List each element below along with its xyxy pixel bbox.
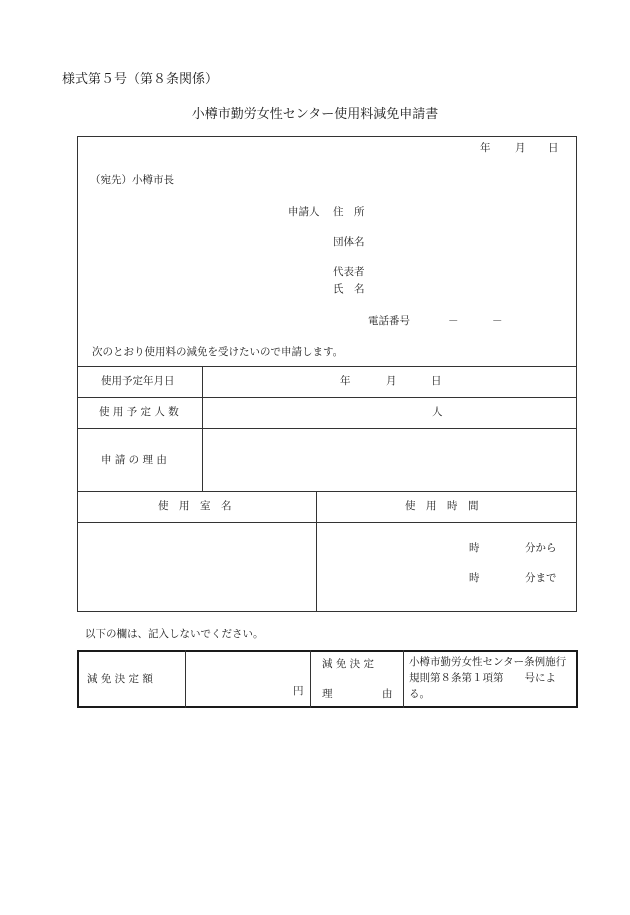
form-number: 様式第５号（第８条関係） [62, 72, 219, 87]
application-statement: 次のとおり使用料の減免を受けたいので申請します。 [92, 346, 344, 358]
scheduled-day: 日 [431, 375, 442, 387]
time-from-minute: 分から [525, 542, 557, 554]
regulation-text: 小樽市勤労女性センター条例施行規則第８条第１項第 号による。 [409, 656, 567, 700]
time-to-hour: 時 [469, 572, 480, 584]
form-title: 小樽市勤労女性センター使用料減免申請書 [191, 107, 439, 122]
phone-separator: － [448, 315, 459, 327]
application-form [77, 136, 577, 612]
representative-name-label: 氏 名 [333, 283, 365, 295]
usage-time-header: 使 用 時 間 [405, 500, 479, 512]
applicant-label: 申請人 [288, 206, 320, 218]
reason-label: 申 請 の 理 由 [101, 454, 167, 466]
yen-unit: 円 [293, 685, 304, 697]
date-month-label: 月 [515, 142, 526, 154]
scheduled-month: 月 [386, 375, 397, 387]
addressee: （宛先）小樽市長 [90, 174, 174, 186]
room-name-header: 使 用 室 名 [158, 500, 232, 512]
scheduled-people-label: 使 用 予 定 人 数 [99, 406, 179, 418]
exemption-amount-label: 減 免 決 定 額 [87, 673, 153, 685]
office-use-note: 以下の欄は、記入しないでください。 [85, 628, 264, 640]
reason-label-char-2: 由 [382, 688, 393, 700]
scheduled-date-label: 使用予定年月日 [101, 375, 175, 387]
representative-label: 代表者 [333, 266, 365, 278]
address-label: 住 所 [333, 206, 365, 218]
phone-label: 電話番号 [368, 315, 410, 327]
exemption-decision-label: 減 免 決 定 [322, 658, 375, 670]
date-year-label: 年 [480, 142, 491, 154]
date-day-label: 日 [548, 142, 559, 154]
reason-label-char-1: 理 [322, 688, 333, 700]
time-to-minute: 分まで [525, 572, 557, 584]
people-unit: 人 [432, 406, 443, 418]
group-name-label: 団体名 [333, 236, 365, 248]
scheduled-year: 年 [340, 375, 351, 387]
time-from-hour: 時 [469, 542, 480, 554]
phone-separator: － [492, 315, 503, 327]
